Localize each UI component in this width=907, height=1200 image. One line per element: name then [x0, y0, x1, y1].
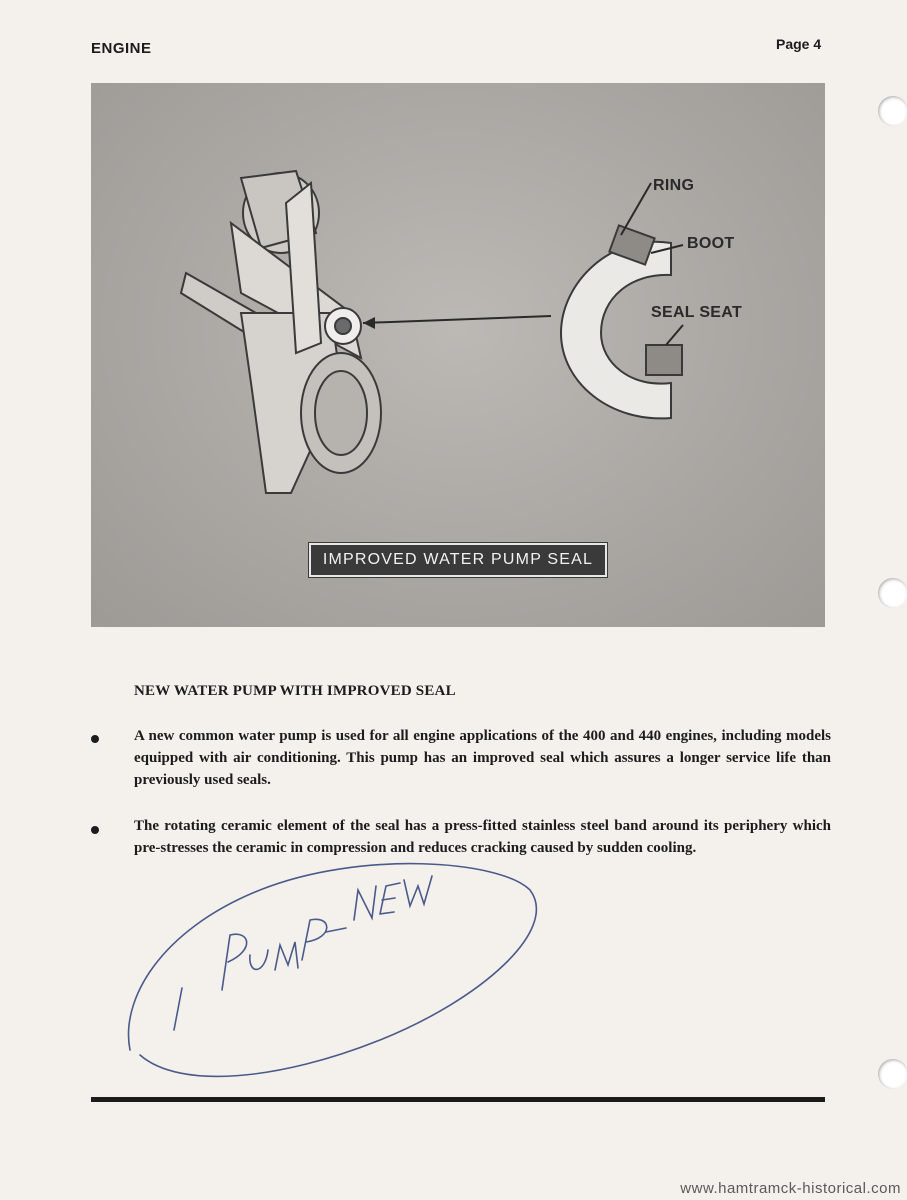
bullet-paragraph-2: The rotating ceramic element of the seal has a press-fitted stainless steel band around its periphery which pre-stresses the ceramic in compression and reduces cracking caused by sudden cooling.: [134, 818, 831, 856]
ring-label: RING: [653, 177, 695, 194]
binder-hole-middle: [878, 578, 907, 608]
section-header: ENGINE: [91, 40, 152, 57]
bottom-rule: [91, 1097, 825, 1102]
section-title: NEW WATER PUMP WITH IMPROVED SEAL: [134, 683, 456, 699]
binder-hole-top: [878, 96, 907, 126]
water-pump-illustration: [91, 83, 825, 627]
boot-label: BOOT: [687, 235, 735, 252]
watermark: www.hamtramck-historical.com: [680, 1180, 901, 1197]
page-number: Page 4: [776, 36, 822, 52]
water-pump-assembly: [181, 171, 381, 493]
figure-caption: IMPROVED WATER PUMP SEAL: [309, 543, 607, 577]
bullet-marker: [91, 735, 99, 743]
pointer-line: [363, 316, 551, 323]
seal-seat-label: SEAL SEAT: [651, 304, 743, 321]
handwritten-note: [100, 850, 560, 1080]
bullet-marker: [91, 826, 99, 834]
binder-hole-bottom: [878, 1059, 907, 1089]
bullet-paragraph-1: A new common water pump is used for all engine applications of the 400 and 440 engines, including models equipped with air conditioning. This pump has an improved seal which assures a longer service life than previously used seals.: [134, 728, 831, 788]
